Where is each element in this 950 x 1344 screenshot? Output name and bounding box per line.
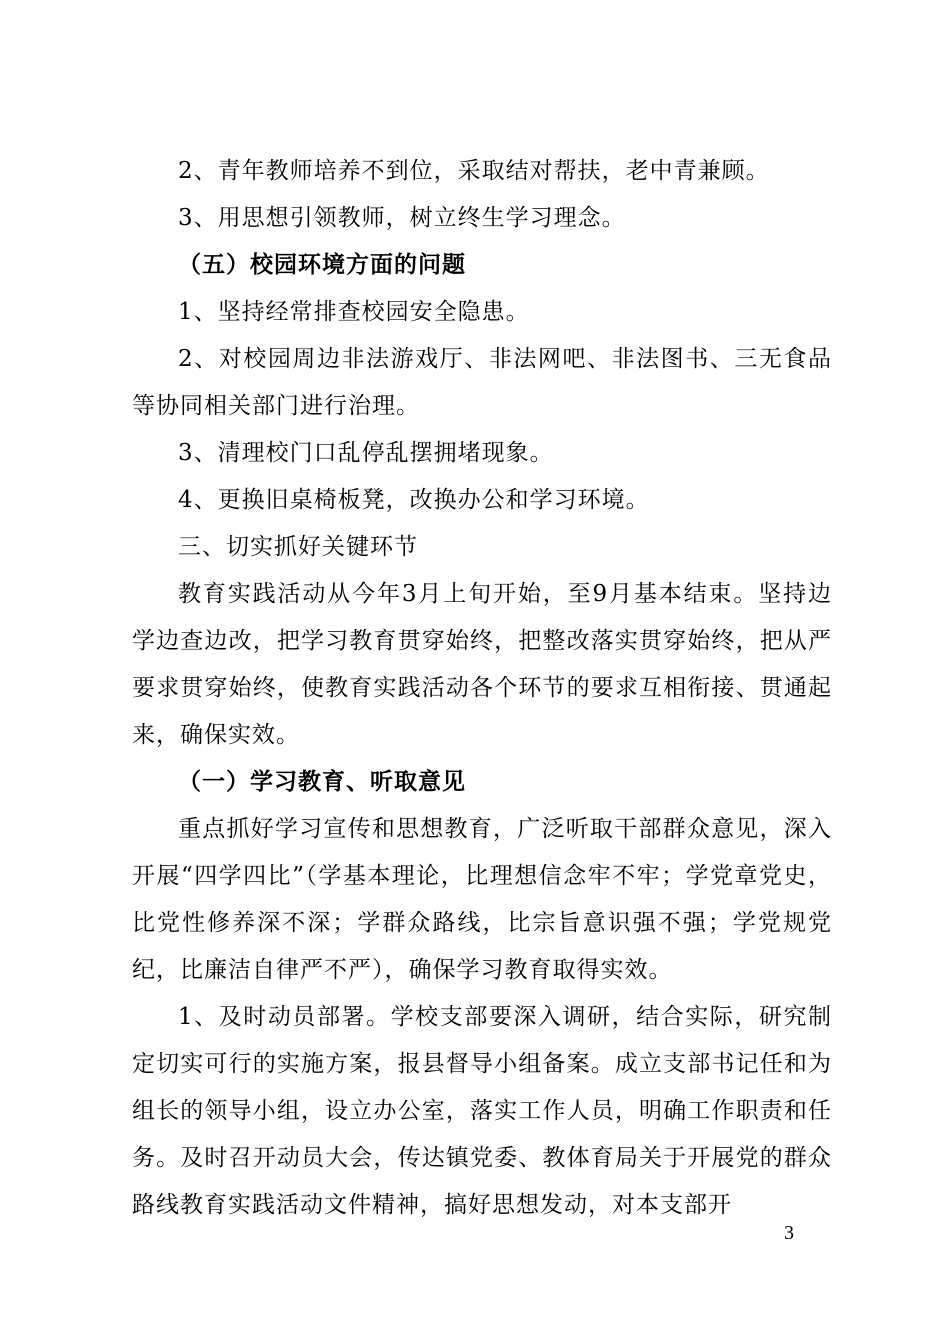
page-number: 3 [784,1222,794,1244]
paragraph-item-3-gate: 3、清理校门口乱停乱摆拥堵现象。 [178,440,554,466]
section-heading-study-education: （一）学习教育、听取意见 [178,769,466,795]
section-heading-key-links: 三、切实抓好关键环节 [178,534,418,560]
paragraph-item-2-surroundings: 2、对校园周边非法游戏厅、非法网吧、非法图书、三无食品等协同相关部门进行治理。 [132,346,832,419]
paragraph-mobilization: 1、及时动员部署。学校支部要深入调研，结合实际，研究制定切实可行的实施方案，报县督导小组备案。成立支部书记任和为组长的领导小组，设立办公室，落实工作人员，明确工作职责和任务。及时召开动员大会，传达镇党委、教体育局关于开展党的群众路线教育实践活动文件精神，搞好思想发动，对本支部开 [132,1004,832,1218]
paragraph-item-4-furniture: 4、更换旧桌椅板凳，改换办公和学习环境。 [178,487,650,513]
paragraph-activity-schedule: 教育实践活动从今年3月上旬开始，至9月基本结束。坚持边学边查边改，把学习教育贯穿始终，把整改落实贯穿始终，把从严要求贯穿始终，使教育实践活动各个环节的要求互相衔接、贯通起来，确保实效。 [132,581,832,748]
paragraph-study-focus: 重点抓好学习宣传和思想教育，广泛听取干部群众意见，深入开展“四学四比”（学基本理论，比理想信念牢不牢；学党章党史，比党性修养深不深；学群众路线，比宗旨意识强不强；学党规党纪，比廉洁自律严不严），确保学习教育取得实效。 [132,816,832,983]
paragraph-item-3: 3、用思想引领教师，树立终生学习理念。 [178,205,626,231]
paragraph-item-2: 2、青年教师培养不到位，采取结对帮扶，老中青兼顾。 [178,158,770,184]
section-heading-campus-environment: （五）校园环境方面的问题 [178,252,466,278]
paragraph-item-1-safety: 1、坚持经常排查校园安全隐患。 [178,299,530,325]
page-body [132,148,832,1229]
